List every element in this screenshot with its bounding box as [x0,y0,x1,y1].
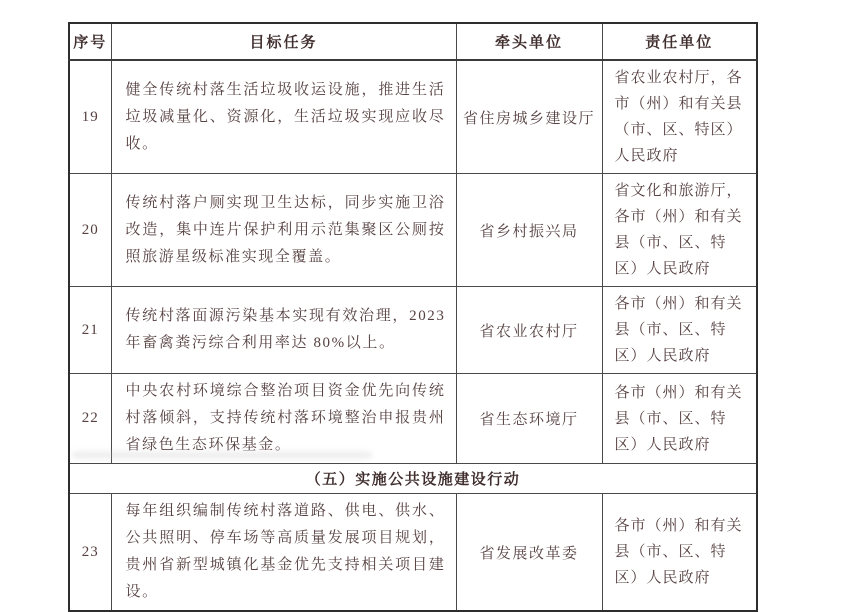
row-21-number: 21 [69,287,111,374]
scan-artifact [72,452,372,458]
row-23-number: 23 [69,494,111,612]
row-19-lead-unit: 省住房城乡建设厅 [456,60,602,174]
table-row-19 [69,60,757,174]
row-20-number: 20 [69,174,111,287]
row-22-responsible-unit: 各市（州）和有关县（市、区、特区）人民政府 [602,374,757,464]
section-header-title: （五）实施公共设施建设行动 [69,464,757,494]
row-19-number: 19 [69,60,111,174]
row-23-responsible-unit: 各市（州）和有关县（市、区、特区）人民政府 [602,494,757,612]
row-23-task: 每年组织编制传统村落道路、供电、供水、公共照明、停车场等高质量发展项目规划，贵州省新型城镇化基金优先支持相关项目建设。 [111,494,456,612]
section-header-row [69,464,757,494]
header-row [69,23,757,60]
table-row-23 [69,494,757,612]
row-21-responsible-unit: 各市（州）和有关县（市、区、特区）人民政府 [602,287,757,374]
table-row-21 [69,287,757,374]
header-lead-unit: 牵头单位 [456,23,602,60]
row-20-task: 传统村落户厕实现卫生达标，同步实施卫浴改造，集中连片保护利用示范集聚区公厕按照旅游星级标准实现全覆盖。 [111,174,456,287]
header-task: 目标任务 [111,23,456,60]
header-responsible-unit: 责任单位 [602,23,757,60]
row-19-task: 健全传统村落生活垃圾收运设施，推进生活垃圾减量化、资源化，生活垃圾实现应收尽收。 [111,60,456,174]
row-23-lead-unit: 省发展改革委 [456,494,602,612]
table-row-22 [69,374,757,464]
row-21-task: 传统村落面源污染基本实现有效治理，2023 年畜禽粪污综合利用率达 80%以上。 [111,287,456,374]
row-21-lead-unit: 省农业农村厅 [456,287,602,374]
task-assignment-table [68,22,758,612]
row-22-number: 22 [69,374,111,464]
row-22-task: 中央农村环境综合整治项目资金优先向传统村落倾斜，支持传统村落环境整治申报贵州省绿色生态环保基金。 [111,374,456,464]
row-20-lead-unit: 省乡村振兴局 [456,174,602,287]
row-20-responsible-unit: 省文化和旅游厅，各市（州）和有关县（市、区、特区）人民政府 [602,174,757,287]
row-22-lead-unit: 省生态环境厅 [456,374,602,464]
row-19-responsible-unit: 省农业农村厅，各市（州）和有关县（市、区、特区）人民政府 [602,60,757,174]
header-seq: 序号 [69,23,111,60]
table-row-20 [69,174,757,287]
